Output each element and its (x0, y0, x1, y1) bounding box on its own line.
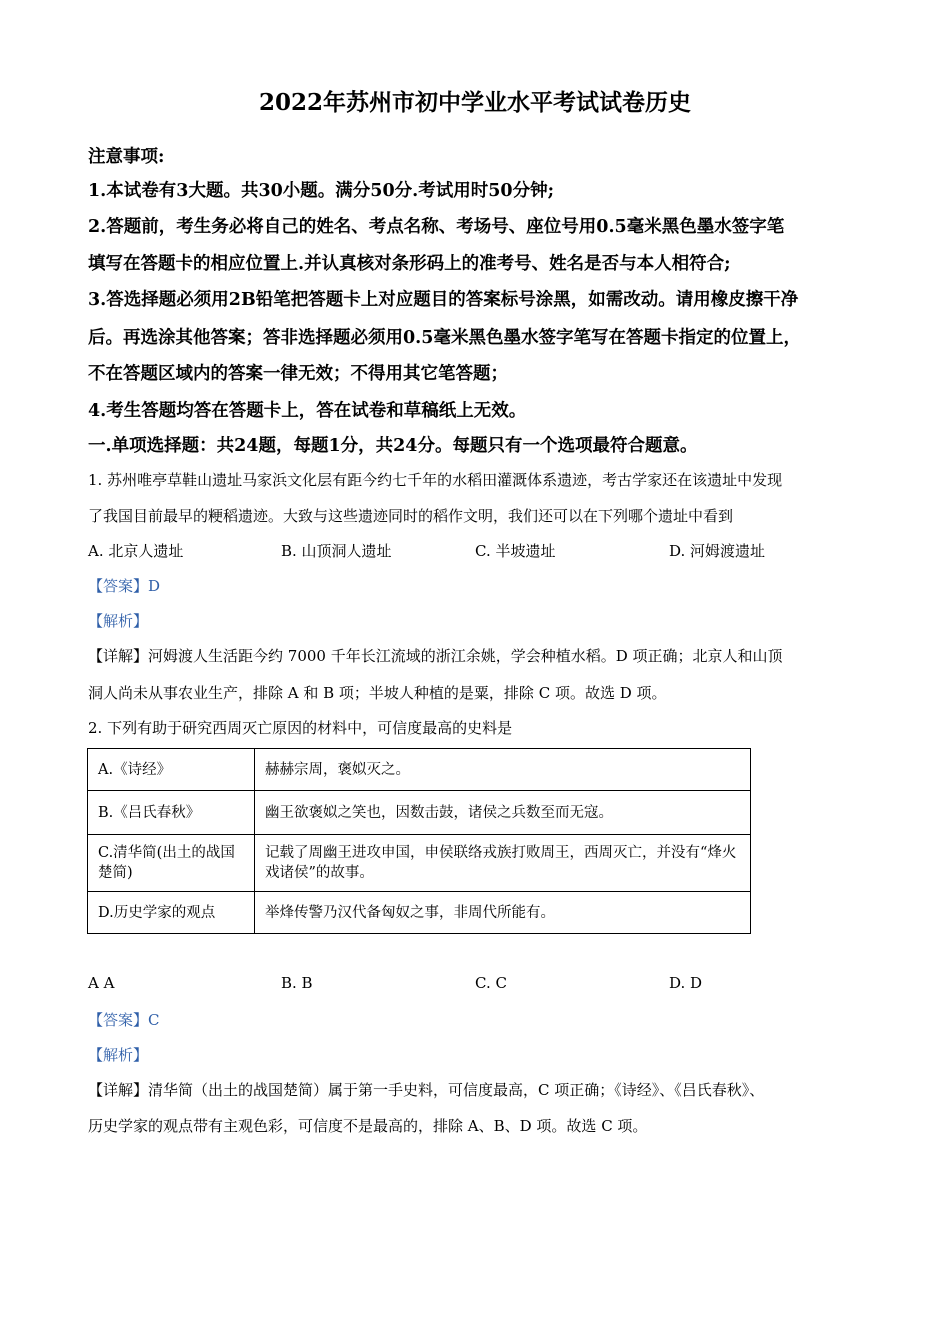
q2-analysis-label: 【解析】 (88, 1046, 149, 1064)
notice-line: 2.答题前，考生务必将自己的姓名、考点名称、考场号、座位号用0.5毫米黑色墨水签字笔 (88, 217, 785, 237)
table-row (88, 835, 751, 892)
table-cell-option: B.《吕氏春秋》 (88, 791, 255, 835)
q1-option-b: B. 山顶洞人遗址 (281, 542, 392, 560)
q1-stem-line: 1. 苏州唯亭草鞋山遗址马家浜文化层有距今约七千年的水稻田灌溉体系遗迹，考古学家还在该遗址中发现 (88, 471, 783, 489)
q1-option-a: A. 北京人遗址 (88, 542, 184, 560)
notice-line: 3.答选择题必须用2B铅笔把答题卡上对应题目的答案标号涂黑，如需改动。请用橡皮擦干净 (88, 290, 799, 310)
table-row (88, 749, 751, 791)
q2-option-b: B. B (281, 974, 313, 992)
notice-line: 填写在答题卡的相应位置上.并认真核对条形码上的准考号、姓名是否与本人相符合; (88, 254, 731, 274)
q1-analysis-label: 【解析】 (88, 612, 149, 630)
table-cell-option: C.清华简(出土的战国楚简) (88, 835, 255, 892)
q2-source-table (87, 748, 751, 934)
q1-option-c: C. 半坡遗址 (475, 542, 556, 560)
q1-answer: 【答案】D (88, 577, 161, 595)
table-row (88, 892, 751, 934)
table-cell-option: D.历史学家的观点 (88, 892, 255, 934)
page-title: 2022年苏州市初中学业水平考试试卷历史 (258, 89, 691, 116)
notice-line: 1.本试卷有3大题。共30小题。满分50分.考试用时50分钟; (88, 181, 555, 201)
section-heading: 一.单项选择题：共24题，每题1分，共24分。每题只有一个选项最符合题意。 (88, 436, 698, 456)
q1-detail-line: 洞人尚未从事农业生产，排除 A 和 B 项；半坡人种植的是粟，排除 C 项。故选 D 项。 (88, 684, 667, 702)
table-cell-content: 记载了周幽王进攻申国，申侯联络戎族打败周王，西周灭亡，并没有“烽火戏诸侯”的故事。 (255, 835, 751, 892)
q2-detail-line: 【详解】清华简（出土的战国楚简）属于第一手史料，可信度最高，C 项正确；《诗经》、《吕氏春秋》、 (88, 1081, 765, 1099)
q1-option-d: D. 河姆渡遗址 (669, 542, 766, 560)
q2-detail-line: 历史学家的观点带有主观色彩，可信度不是最高的，排除 A、B、D 项。故选 C 项。 (88, 1117, 648, 1135)
notice-line: 4.考生答题均答在答题卡上，答在试卷和草稿纸上无效。 (88, 401, 527, 421)
q2-options (88, 974, 888, 996)
notice-line: 不在答题区域内的答案一律无效；不得用其它笔答题； (88, 364, 508, 384)
table-row (88, 791, 751, 835)
q2-option-d: D. D (669, 974, 703, 992)
table-cell-content: 举烽传警乃汉代备匈奴之事，非周代所能有。 (255, 892, 751, 934)
q2-answer: 【答案】C (88, 1011, 160, 1029)
table-cell-option: A.《诗经》 (88, 749, 255, 791)
q1-stem-line: 了我国目前最早的粳稻遗迹。大致与这些遗迹同时的稻作文明，我们还可以在下列哪个遗址中看到 (88, 507, 734, 525)
q1-detail-line: 【详解】河姆渡人生活距今约 7000 千年长江流域的浙江余姚，学会种植水稻。D 项正确；北京人和山顶 (88, 647, 783, 665)
q2-stem: 2. 下列有助于研究西周灭亡原因的材料中，可信度最高的史料是 (88, 719, 513, 737)
q2-option-c: C. C (475, 974, 507, 992)
notice-line: 后。再选涂其他答案；答非选择题必须用0.5毫米黑色墨水签字笔写在答题卡指定的位置上， (88, 328, 801, 348)
q1-options (88, 540, 888, 562)
notice-heading: 注意事项: (88, 147, 165, 167)
table-cell-content: 赫赫宗周，褒姒灭之。 (255, 749, 751, 791)
table-cell-content: 幽王欲褒姒之笑也，因数击鼓，诸侯之兵数至而无寇。 (255, 791, 751, 835)
q2-option-a: A A (88, 974, 115, 992)
